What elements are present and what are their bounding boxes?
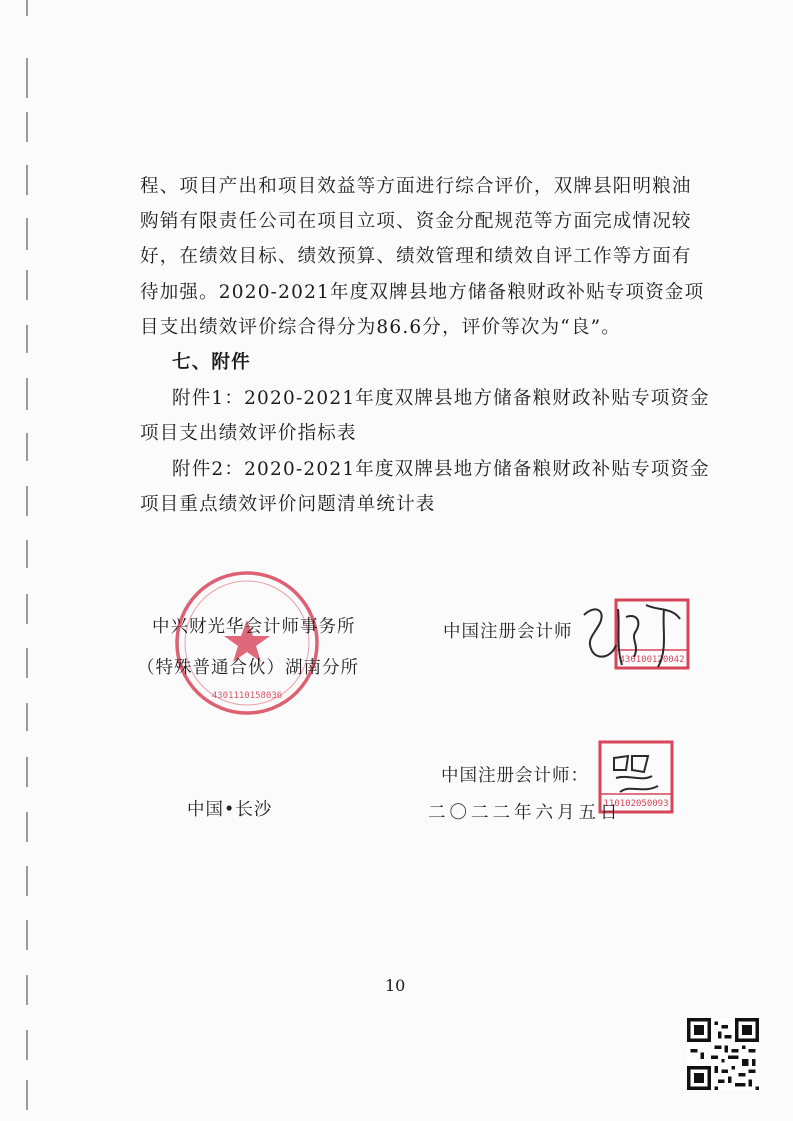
- firm-name-line1: 中兴财光华会计师事务所: [152, 617, 356, 637]
- body-line: 待加强。2020-2021年度双牌县地方储备粮财政补贴专项资金项: [140, 282, 705, 303]
- body-line: 目支出绩效评价综合得分为86.6分，评价等次为“良”。: [140, 317, 622, 338]
- cpa2-label: 中国注册会计师：: [441, 766, 589, 786]
- attachment-1-line2: 项目支出绩效评价指标表: [140, 423, 357, 444]
- firm-name-line2: （特殊普通合伙）湖南分所: [137, 658, 359, 678]
- attachment-2-line1: 附件2：2020-2021年度双牌县地方储备粮财政补贴专项资金: [172, 459, 710, 480]
- cpa1-label: 中国注册会计师: [443, 622, 573, 642]
- cpa1-seal-number: 430100120042: [619, 655, 685, 665]
- body-line: 购销有限责任公司在项目立项、资金分配规范等方面完成情况较: [140, 211, 692, 232]
- body-line: 程、项目产出和项目效益等方面进行综合评价，双牌县阳明粮油: [140, 176, 692, 197]
- firm-round-seal: [172, 568, 322, 718]
- qr-code-icon: [687, 1018, 759, 1090]
- signing-date: 二〇二二年六月五日: [428, 803, 622, 823]
- attachment-1-line1: 附件1：2020-2021年度双牌县地方储备粮财政补贴专项资金: [172, 388, 710, 409]
- cpa2-signature: [608, 748, 668, 798]
- cpa1-signature: [576, 595, 688, 675]
- signing-place: 中国•长沙: [187, 800, 273, 820]
- page-number: 10: [385, 976, 406, 995]
- attachment-2-line2: 项目重点绩效评价问题清单统计表: [140, 494, 436, 515]
- firm-seal-number: 4301110158036: [211, 691, 283, 701]
- section-heading: 七、附件: [172, 352, 251, 373]
- body-line: 好，在绩效目标、绩效预算、绩效管理和绩效自评工作等方面有: [140, 246, 692, 267]
- cpa2-seal-number: 110102050093: [603, 799, 669, 809]
